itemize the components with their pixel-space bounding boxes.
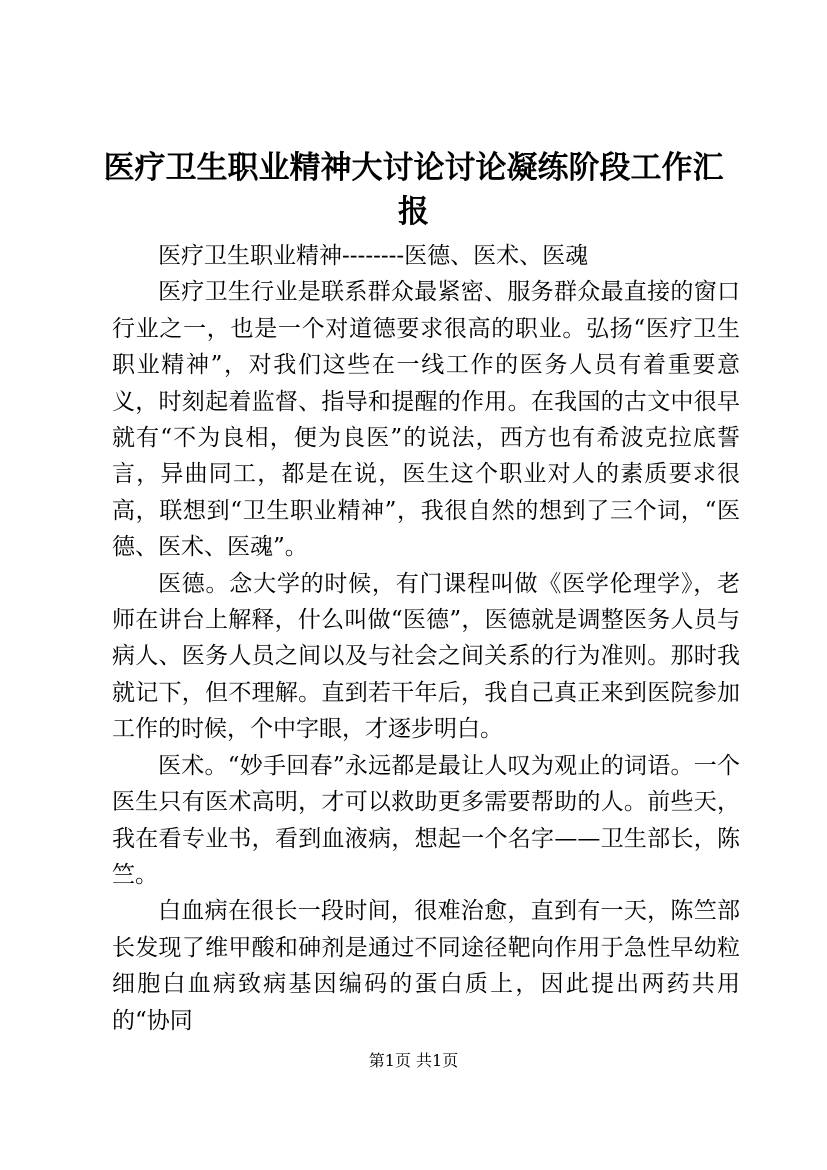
paragraph-medical-skill: 医术。“妙手回春”永远都是最让人叹为观止的词语。一个医生只有医术高明，才可以救助更多需要帮助的人。前些天，我在看专业书，看到血液病，想起一个名字——卫生部长，陈竺。: [112, 752, 740, 888]
page-footer: 第1页 共1页: [368, 1051, 459, 1070]
paragraph-medical-ethics: 医德。念大学的时候，有门课程叫做《医学伦理学》，老师在讲台上解释，什么叫做“医德”，医德就是调整医务人员与病人、医务人员之间以及与社会之间关系的行为准则。那时我就记下，但不理解。直到若干年后，我自己真正来到医院参加工作的时候，个中字眼，才逐步明白。: [112, 570, 740, 743]
paragraph-intro: 医疗卫生行业是联系群众最紧密、服务群众最直接的窗口行业之一，也是一个对道德要求很高的职业。弘扬“医疗卫生职业精神”，对我们这些在一线工作的医务人员有着重要意义，时刻起着监督、指导和提醒的作用。在我国的古文中很早就有“不为良相，便为良医”的说法，西方也有希波克拉底誓言，异曲同工，都是在说，医生这个职业对人的素质要求很高，联想到“卫生职业精神”，我很自然的想到了三个词，“医德、医术、医魂”。: [112, 279, 740, 561]
paragraph-subtitle: 医疗卫生职业精神--------医德、医术、医魂: [158, 243, 589, 269]
document-body: [112, 238, 740, 1039]
document-title: 医疗卫生职业精神大讨论讨论凝练阶段工作汇报: [103, 150, 724, 230]
paragraph-leukemia: 白血病在很长一段时间，很难治愈，直到有一天，陈竺部长发现了维甲酸和砷剂是通过不同途径靶向作用于急性早幼粒细胞白血病致病基因编码的蛋白质上，因此提出两药共用的“协同: [112, 898, 740, 1034]
